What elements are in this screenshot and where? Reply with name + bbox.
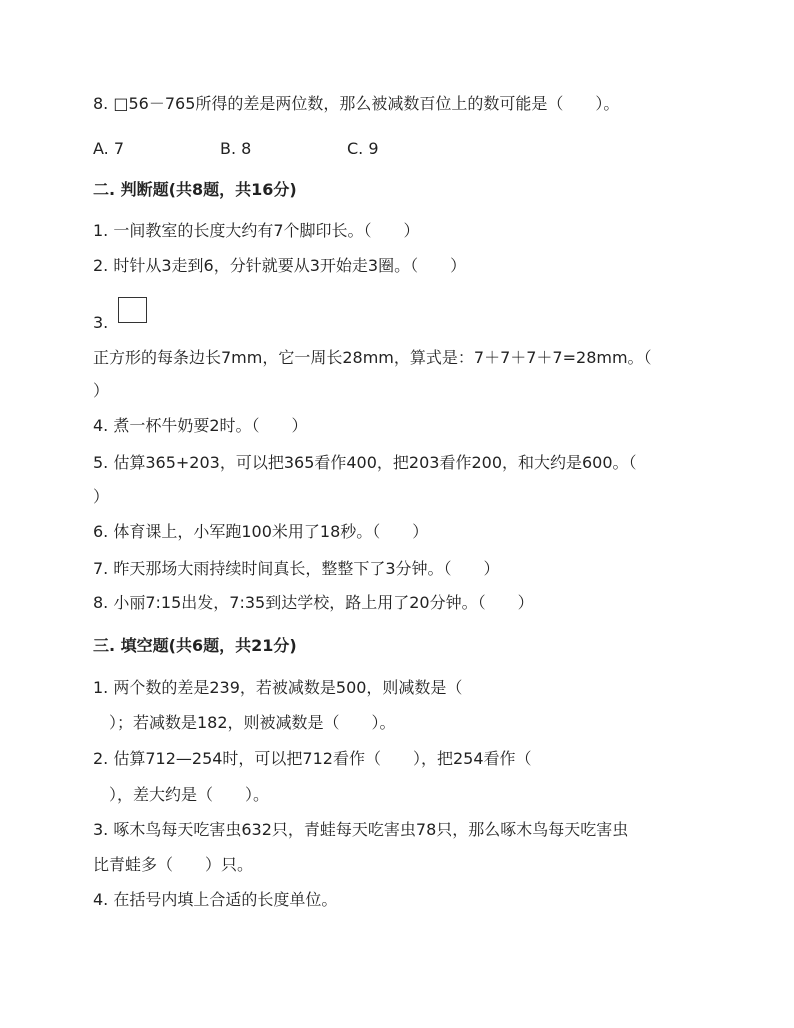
judge-item-1: 1. 一间教室的长度大约有7个脚印长。（ ） [93,221,420,240]
judge-item-3-number: 3. [93,313,109,332]
judge-item-7: 7. 昨天那场大雨持续时间真长，整整下了3分钟。（ ） [93,559,500,578]
option-c: C. 9 [347,139,379,158]
option-a: A. 7 [93,139,125,158]
judge-item-5: 5. 估算365+203，可以把365看作400，把203看作200，和大约是600。（ [93,453,637,472]
fill-item-3-cont: 比青蛙多（ ）只。 [93,855,254,874]
judge-item-5-tail: ） [93,487,110,506]
section-2-heading: 二. 判断题(共8题，共16分) [93,180,297,199]
fill-item-4: 4. 在括号内填上合适的长度单位。 [93,890,338,909]
question-8-stem: 8. □56－765所得的差是两位数，那么被减数百位上的数可能是（ ）。 [93,94,620,113]
judge-item-8: 8. 小丽7:15出发，7:35到达学校，路上用了20分钟。（ ） [93,593,534,612]
square-figure [118,297,147,323]
fill-item-3: 3. 啄木鸟每天吃害虫632只，青蛙每天吃害虫78只，那么啄木鸟每天吃害虫 [93,820,629,839]
judge-item-2: 2. 时针从3走到6，分针就要从3开始走3圈。（ ） [93,256,467,275]
section-3-heading: 三. 填空题(共6题，共21分) [93,636,297,655]
fill-item-2-cont: ），差大约是（ ）。 [93,785,270,804]
fill-item-2: 2. 估算712—254时，可以把712看作（ ），把254看作（ [93,749,532,768]
judge-item-6: 6. 体育课上，小军跑100米用了18秒。（ ） [93,522,429,541]
option-b: B. 8 [220,139,252,158]
fill-item-1-cont: ）；若减数是182，则被减数是（ ）。 [93,713,396,732]
judge-item-3-text: 正方形的每条边长7mm，它一周长28mm，算式是：7＋7＋7＋7=28mm。（ [93,348,652,367]
judge-item-3-tail: ） [93,381,110,400]
judge-item-4: 4. 煮一杯牛奶要2时。（ ） [93,416,308,435]
fill-item-1: 1. 两个数的差是239，若被减数是500，则减数是（ [93,678,463,697]
